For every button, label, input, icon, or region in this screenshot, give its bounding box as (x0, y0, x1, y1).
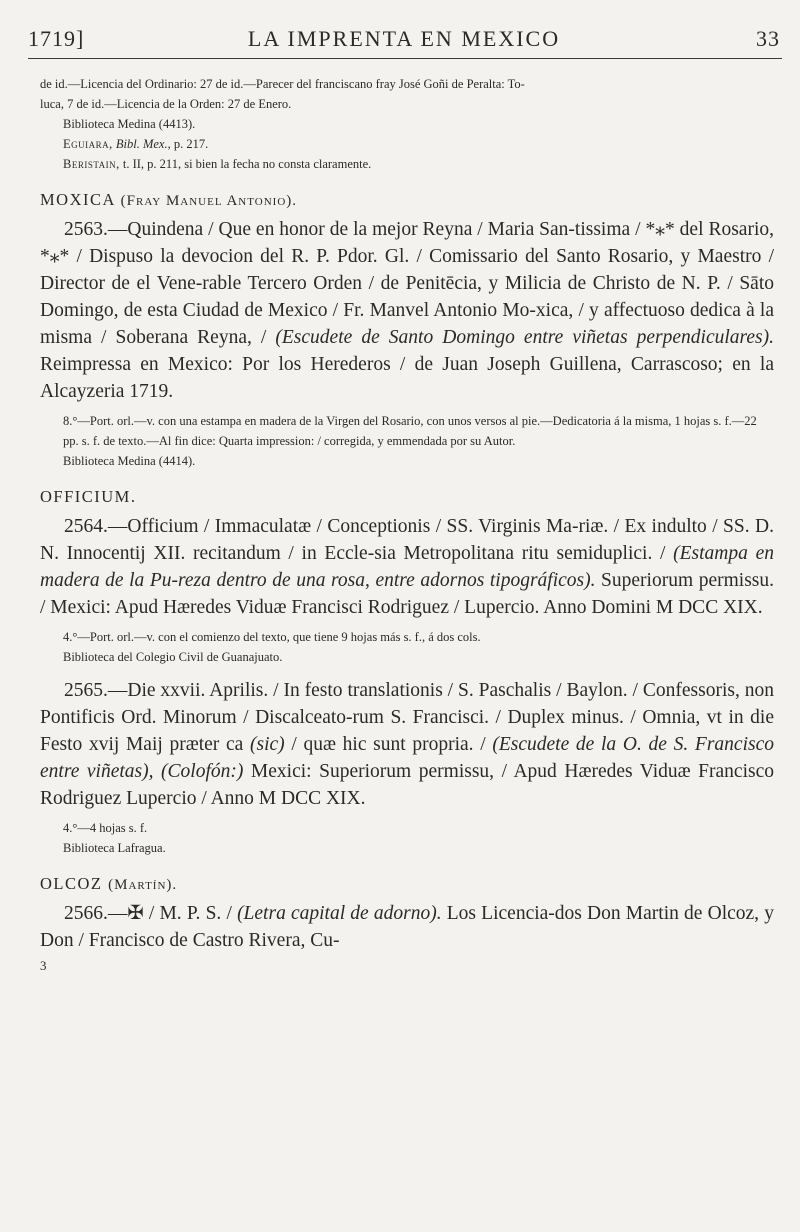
continued-note-line: luca, 7 de id.—Licencia de la Orden: 27 de Enero. (40, 97, 292, 111)
author-ref: Eguiara, (63, 137, 113, 151)
signature-mark: 3 (40, 958, 47, 973)
entry-text: Los Licencia-dos Don Martin de Olcoz, y Don / Francisco de Castro Rivera, Cu- (40, 903, 774, 951)
bibliographic-reference (40, 154, 774, 174)
bibliographic-reference (40, 134, 774, 154)
entry-text: 2564.—Officium / Immaculatæ / Conceptionis / SS. Virginis Ma-riæ. / Ex indulto / SS. D. N. Innocentij XII. recitandum / in Eccle-sia Metropolitana ritu semiduplici. / (40, 516, 774, 564)
entry-italic: (Escudete de Santo Domingo entre viñetas perpendiculares). (275, 327, 774, 348)
work-ref: Bibl. Mex., (115, 137, 171, 151)
entry-italic: (Escudete de la O. de S. Francisco entre viñetas), (Colofón:) (40, 734, 774, 782)
author-forename: (Martín). (108, 877, 178, 893)
page-ref: p. 217. (173, 137, 209, 151)
entry-text: Reimpressa en Mexico: Por los Herederos / de Juan Joseph Guillena, Carrascoso; en la Alcayzeria 1719. (40, 354, 774, 402)
author-surname: OLCOZ (40, 874, 103, 893)
catalog-entry-2563 (40, 216, 774, 405)
header-rule (28, 58, 782, 59)
library-reference: Biblioteca del Colegio Civil de Guanajuato. (63, 650, 283, 664)
catalog-entry-2566 (40, 900, 774, 954)
entry-italic: (Estampa en madera de la Pu-reza dentro de una rosa, entre adornos tipográficos). (40, 543, 774, 591)
entry-text: Superiorum permissu. / Mexici: Apud Hæredes Viduæ Francisci Rodriguez / Lupercio. Anno Domini M DCC XIX. (40, 570, 774, 618)
entry-text: 2563.—Quindena / Que en honor de la mejor Reyna / Maria San-tissima / *⁎* del Rosario, *⁎* / Dispuso la devocion del R. P. Pdor. Gl. / Comissario del Santo Rosario, y Maestro / Director de el Vene-rable Tercero Orden / de Penitēcia, y Milicia de Christo de N. P. / Sāto Domingo, de esta Ciudad de Mexico / Fr. Manvel Antonio Mo-xica, / y affectuoso dedica à la misma / Soberana Reyna, / (40, 219, 774, 348)
library-reference: Biblioteca Medina (4414). (63, 454, 196, 468)
physical-description: 4.°—4 hojas s. f. (63, 821, 148, 835)
entry-text: 2565.—Die xxvii. Aprilis. / In festo translationis / S. Paschalis / Baylon. / Confessoris, non Pontificis Ord. Minorum / Discalceato-rum S. Francisci. / Duplex minus. / Omnia, vt in die Festo xvij Maij præter ca (40, 680, 774, 755)
page-number: 33 (756, 26, 780, 51)
ref-detail: t. II, p. 211, si bien la fecha no consta claramente. (122, 157, 372, 171)
physical-description: 4.°—Port. orl.—v. con el comienzo del texto, que tiene 9 hojas más s. f., á dos cols. (63, 630, 481, 644)
entry-text: / quæ hic sunt propria. / (284, 734, 493, 755)
author-forename: (Fray Manuel Antonio). (120, 193, 298, 209)
entry-text: 2566.—✠ / M. P. S. / (64, 903, 238, 924)
library-reference: Biblioteca Lafragua. (63, 841, 166, 855)
entry-italic: (Letra capital de adorno). (237, 903, 442, 924)
author-surname: MOXICA (40, 190, 116, 209)
catalog-entry-2565 (40, 677, 774, 812)
running-title: LA IMPRENTA EN MEXICO (247, 26, 561, 51)
running-header (28, 26, 780, 66)
page-body (40, 74, 774, 974)
author-heading (40, 874, 774, 894)
library-reference: Biblioteca Medina (4413). (63, 117, 196, 131)
entry-text: Mexici: Superiorum permissu, / Apud Hæredes Viduæ Francisco Rodriguez Lupercio / Anno M DCC XIX. (40, 761, 774, 809)
heading-word: OFFICIUM. (40, 487, 137, 506)
continued-note-line: de id.—Licencia del Ordinario: 27 de id.—Parecer del franciscano fray José Goñi de Peralta: To- (40, 77, 525, 91)
entry-italic: (sic) (250, 734, 285, 755)
author-heading (40, 190, 774, 210)
physical-description: 8.°—Port. orl.—v. con una estampa en madera de la Virgen del Rosario, con unos versos al pie.—Dedicatoria á la misma, 1 hojas s. f.—22 pp. s. f. de texto.—Al fin dice: Quarta impression: / corregida, y emmendada por su Autor. (63, 414, 757, 448)
title-heading (40, 487, 774, 507)
catalog-entry-2564 (40, 513, 774, 621)
author-ref: Beristain, (63, 157, 120, 171)
year-folio: 1719] (28, 26, 85, 51)
